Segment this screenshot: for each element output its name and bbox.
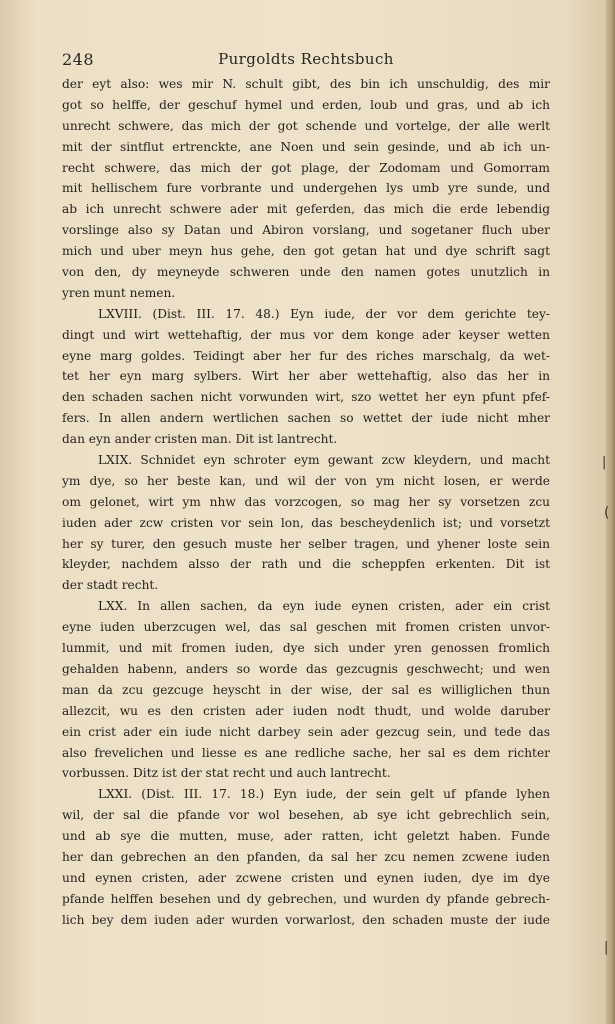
text-line: dan eyn ander cristen man. Dit ist lantrecht. [62,432,338,447]
text-line: tet her eyn marg sylbers. Wirt her aber wettehaftig, also das her in [62,369,550,384]
text-line: man da zcu gezcuge heyscht in der wise, der sal es williglichen thun [62,682,550,697]
text-line: mit hellischem fure vorbrante und undergehen lys umb yre sunde, und [62,181,550,196]
text-line: iuden ader zcw cristen vor sein lon, das bescheydenlich ist; und vorsetzt [62,515,550,530]
text-line: om gelonet, wirt ym nhw das vorzcogen, so mag her sy vorsetzen zcu [62,494,550,509]
text-line: dingt und wirt wettehaftig, der mus vor dem konge ader keyser wetten [62,327,550,342]
text-line: lich bey dem iuden ader wurden vorwarlost, den schaden muste der iude [62,912,550,927]
text-line: ein crist ader ein iude nicht darbey sein ader gezcug sein, und tede das [62,724,550,739]
section-heading-line: LXXI. (Dist. III. 17. 18.) Eyn iude, der sein gelt uf pfande lyhen [98,787,550,802]
text-line: also frevelichen und liesse es ane redliche sache, her sal es dem richter [62,745,550,760]
text-line: und ab sye die mutten, muse, ader ratten, icht geletzt haben. Funde [62,829,550,844]
text-line: kleyder, nachdem alsso der rath und die scheppfen erkenten. Dit ist [62,557,550,572]
text-line: got so helffe, der geschuf hymel und erden, loub und gras, und ab ich [62,97,550,112]
text-line: eyne marg goldes. Teidingt aber her fur des riches marschalg, da wet- [62,348,550,363]
text-line: unrecht schwere, das mich der got schende und vortelge, der alle werlt [62,118,550,133]
text-line: und eynen cristen, ader zcwene cristen und eynen iuden, dye im dye [62,870,550,885]
text-line: fers. In allen andern wertlichen sachen so wettet der iude nicht mher [62,411,550,426]
text-line: lummit, und mit fromen iuden, dye sich under yren genossen fromlich [62,641,550,656]
margin-mark: | [602,455,607,470]
text-line: ym dye, so her beste kan, und wil der von ym nicht losen, er werde [62,473,550,488]
text-line: der stadt recht. [62,578,159,593]
text-line: wil, der sal die pfande vor wol besehen, ab sye icht gebrechlich sein, [62,808,550,823]
text-line: her dan gebrechen an den pfanden, da sal her zcu nemen zcwene iuden [62,849,550,864]
text-line: allezcit, wu es den cristen ader iuden nodt thudt, und wolde daruber [62,703,550,718]
text-line: pfande helffen besehen und dy gebrechen, und wurden dy pfande gebrech- [62,891,550,906]
text-line: von den, dy meyneyde schweren unde den namen gotes unutzlich in [62,265,550,280]
text-line: ab ich unrecht schwere ader mit geferden, das mich die erde lebendig [62,202,550,217]
text-line: vorslinge also sy Datan und Abiron vorslang, und sogetaner fluch uber [62,223,550,238]
text-line: her sy turer, den gesuch muste her selber tragen, und yhener loste sein [62,536,550,551]
margin-mark: ( [604,505,610,521]
text-line: mit der sintflut ertrenckte, ane Noen und sein gesinde, und ab ich un- [62,139,550,154]
text-line: den schaden sachen nicht vorwunden wirt, szo wettet her eyn pfunt pfef- [62,390,550,405]
text-line: recht schwere, das mich der got plage, der Zodomam und Gomorram [62,160,550,175]
text-line: yren munt nemen. [62,285,176,300]
body-text [62,74,550,931]
margin-mark: | [604,940,609,955]
text-line: mich und uber meyn hus gehe, den got getan hat und dye schrift sagt [62,244,550,259]
section-heading-line: LXX. In allen sachen, da eyn iude eynen cristen, ader ein crist [98,599,550,614]
text-line: vorbussen. Ditz ist der stat recht und auch lantrecht. [62,766,391,781]
page-header [62,50,550,72]
text-line: eyne iuden uberzcugen wel, das sal geschen mit fromen cristen unvor- [62,620,550,635]
text-line: der eyt also: wes mir N. schult gibt, des bin ich unschuldig, des mir [62,77,550,91]
section-heading-line: LXVIII. (Dist. III. 17. 48.) Eyn iude, der vor dem gerichte tey- [98,306,550,321]
page-number: 248 [62,50,95,69]
text-line: gehalden habenn, anders so worde das gezcugnis geschwecht; und wen [62,661,550,676]
section-heading-line: LXIX. Schnidet eyn schroter eym gewant zcw kleydern, und macht [98,453,550,468]
running-title: Purgoldts Rechtsbuch [218,50,394,68]
